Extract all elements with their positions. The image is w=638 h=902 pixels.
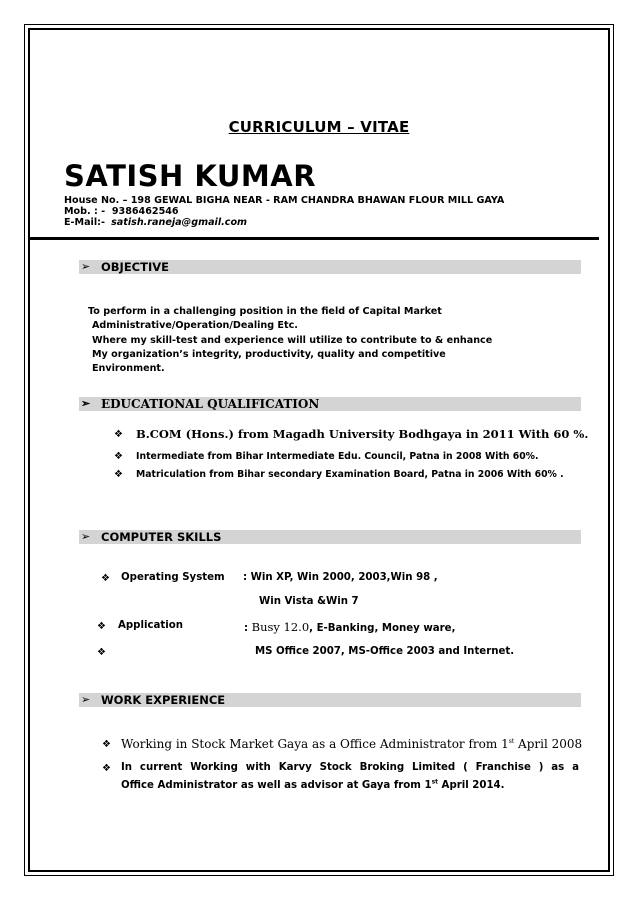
- skill-app-label: Application: [118, 620, 183, 631]
- education-item: Matriculation from Bihar secondary Examination Board, Patna in 2006 With 60% .: [136, 469, 564, 480]
- candidate-name: SATISH KUMAR: [64, 159, 317, 193]
- skill-office: MS Office 2007, MS-Office 2003 and Internet.: [255, 646, 515, 657]
- objective-line: Administrative/Operation/Dealing Etc.: [92, 320, 298, 332]
- section-heading: OBJECTIVE: [101, 260, 169, 274]
- work-item-2-line1: In current Working with Karvy Stock Broking Limited ( Franchise ) as a: [121, 762, 579, 773]
- email-label: E-Mail:-: [64, 217, 105, 228]
- skill-app-value: [244, 620, 455, 634]
- bullet-icon: ❖: [102, 739, 111, 750]
- objective-line: My organization’s integrity, productivity, quality and competitive: [92, 348, 446, 360]
- work-item-1-text: Working in Stock Market Gaya as a Office Administrator from 1: [121, 737, 509, 751]
- mobile-number: 9386462546: [111, 206, 179, 217]
- bullet-icon: ❖: [114, 469, 123, 480]
- bullet-icon: ❖: [102, 763, 111, 774]
- education-item: Intermediate from Bihar Intermediate Edu. Council, Patna in 2008 With 60%.: [136, 451, 539, 462]
- arrow-icon: ➢: [81, 693, 91, 706]
- work-item-2-tail: April 2014.: [438, 780, 505, 791]
- objective-line: To perform in a challenging position in the field of Capital Market: [88, 306, 442, 317]
- arrow-icon: ➢: [81, 260, 91, 273]
- document-title: CURRICULUM – VITAE: [228, 118, 410, 136]
- mobile-label: Mob. : -: [64, 206, 106, 217]
- objective-text: [88, 305, 492, 376]
- mobile: [64, 206, 179, 217]
- header-divider: [28, 237, 599, 240]
- section-heading: WORK EXPERIENCE: [101, 693, 226, 707]
- address: House No. – 198 GEWAL BIGHA NEAR - RAM CHANDRA BHAWAN FLOUR MILL GAYA: [64, 195, 505, 206]
- skill-app-rest: , E-Banking, Money ware,: [309, 623, 456, 634]
- section-computer-skills: [79, 530, 581, 544]
- arrow-icon: ➢: [81, 397, 91, 410]
- work-item-1: [121, 737, 582, 751]
- bullet-icon: ❖: [97, 647, 106, 658]
- section-education: [79, 397, 581, 411]
- bullet-icon: ❖: [97, 621, 106, 632]
- email: [64, 217, 247, 228]
- bullet-icon: ❖: [101, 573, 110, 584]
- work-item-2-line2: [121, 780, 505, 791]
- work-item-2-sup: st: [431, 778, 439, 786]
- email-address: satish.raneja@gmail.com: [111, 217, 248, 228]
- section-work-experience: [79, 693, 581, 707]
- bullet-icon: ❖: [114, 429, 123, 440]
- objective-line: Where my skill-test and experience will utilize to contribute to & enhance: [92, 334, 493, 346]
- skill-os-value-cont: Win Vista &Win 7: [259, 596, 359, 607]
- section-objective: [79, 260, 581, 274]
- education-item: B.COM (Hons.) from Magadh University Bodhgaya in 2011 With 60 %.: [136, 427, 589, 441]
- skill-os-label: Operating System: [121, 572, 225, 583]
- arrow-icon: ➢: [81, 530, 91, 543]
- section-heading: COMPUTER SKILLS: [101, 530, 222, 544]
- work-item-1-sup: st: [508, 738, 515, 745]
- skill-busy: Busy 12.0: [251, 620, 310, 634]
- section-heading: EDUCATIONAL QUALIFICATION: [101, 397, 320, 411]
- bullet-icon: ❖: [114, 451, 123, 462]
- work-item-1-tail: April 2008: [514, 737, 583, 751]
- skill-app-colon: :: [244, 623, 249, 634]
- work-item-2-text: Office Administrator as well as advisor at Gaya from 1: [121, 780, 432, 791]
- objective-line: Environment.: [92, 363, 165, 375]
- skill-os-value: : Win XP, Win 2000, 2003,Win 98 ,: [243, 572, 438, 583]
